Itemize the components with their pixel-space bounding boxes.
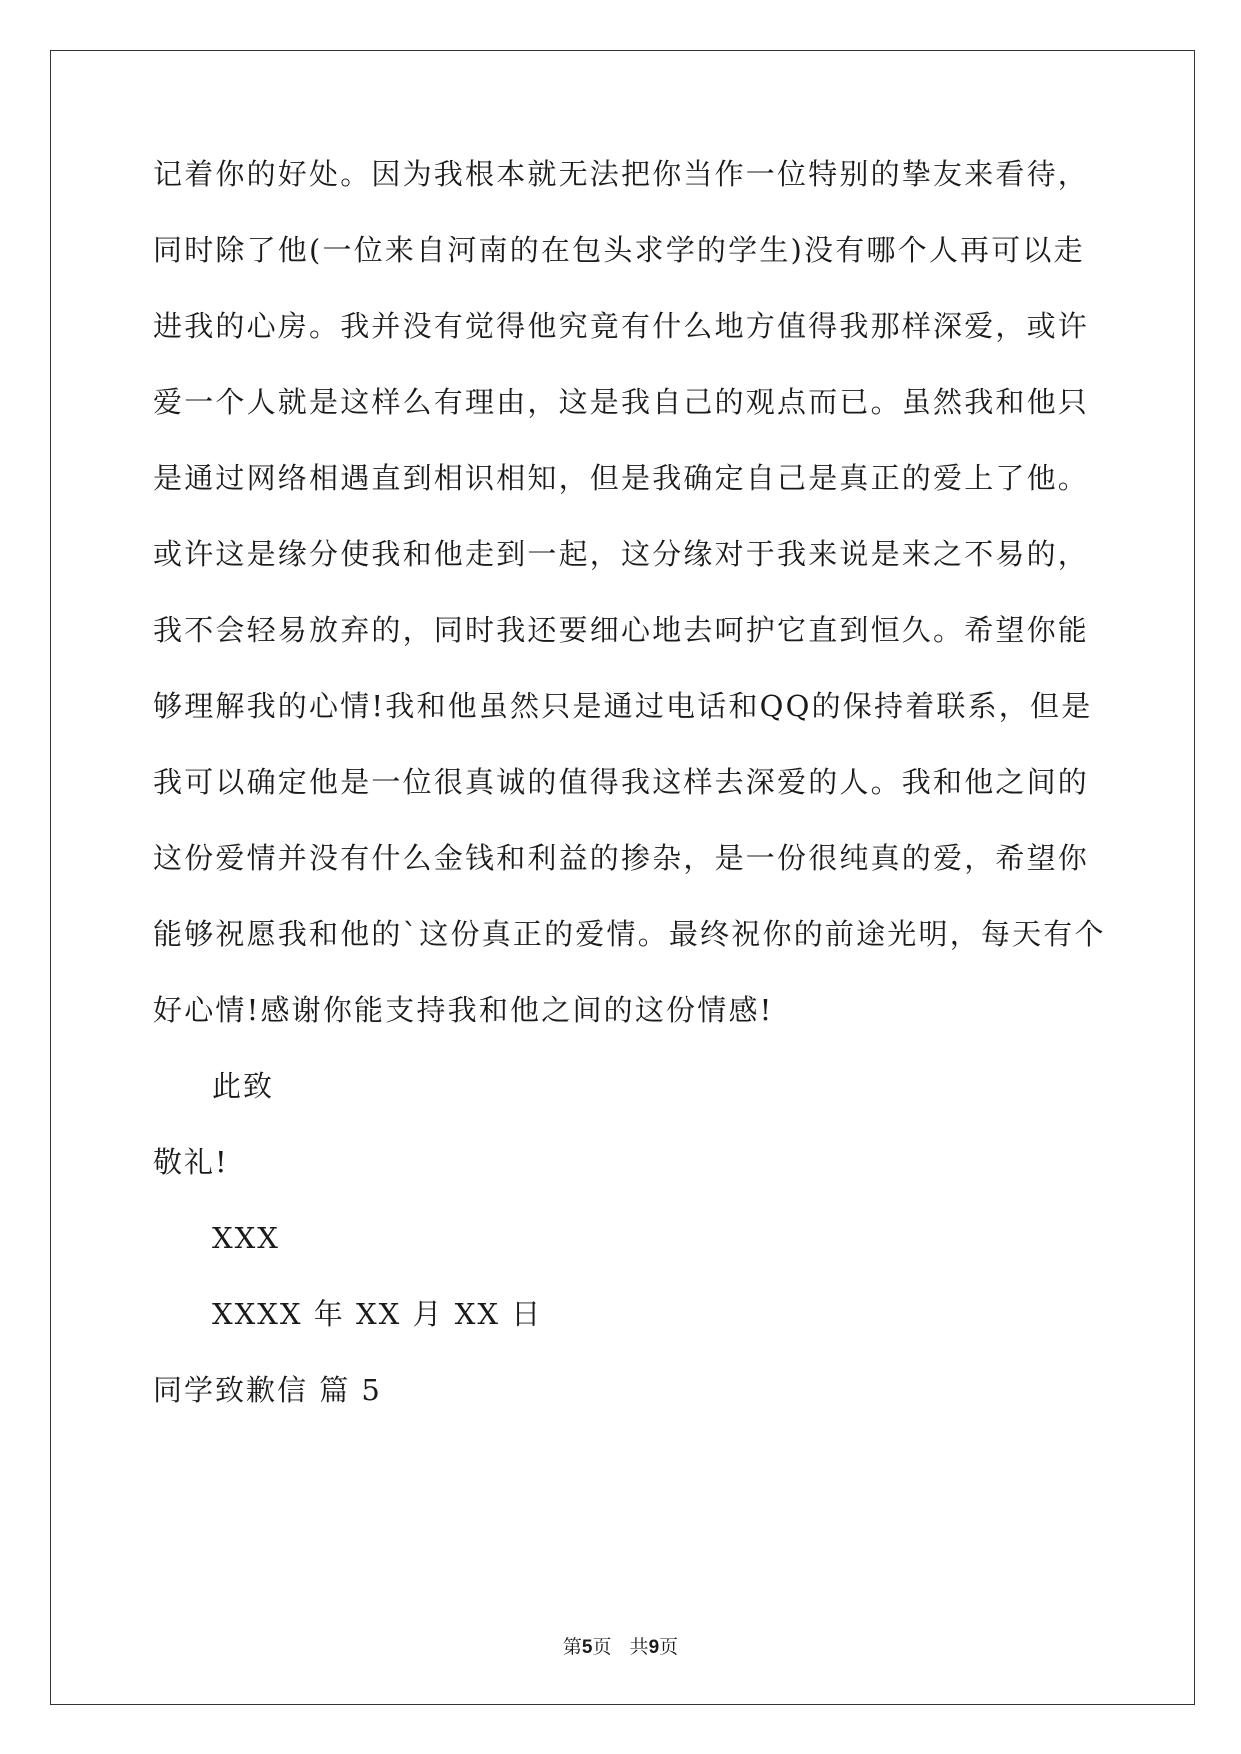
- body-line: 记着你的好处。因为我根本就无法把你当作一位特别的挚友来看待，: [153, 157, 1090, 191]
- footer-prefix: 第: [562, 1636, 582, 1658]
- footer-mid: 页 共: [592, 1636, 649, 1658]
- body-line: 我不会轻易放弃的，同时我还要细心地去呵护它直到恒久。希望你能: [153, 613, 1090, 647]
- body-line: 能够祝愿我和他的`这份真正的爱情。最终祝你的前途光明，每天有个: [153, 917, 1106, 951]
- body-line: 是通过网络相遇直到相识相知，但是我确定自己是真正的爱上了他。: [153, 461, 1090, 495]
- body-line: 这份爱情并没有什么金钱和利益的掺杂，是一份很纯真的爱，希望你: [153, 841, 1090, 875]
- signature: XXX: [212, 1221, 280, 1255]
- letter-body: [153, 154, 1106, 1066]
- page-footer: [0, 1634, 1241, 1661]
- footer-total-pages: 9: [648, 1637, 660, 1658]
- date-line: XXXX 年 XX 月 XX 日: [212, 1297, 543, 1331]
- body-line: 我可以确定他是一位很真诚的值得我这样去深爱的人。我和他之间的: [153, 765, 1090, 799]
- body-line: 进我的心房。我并没有觉得他究竟有什么地方值得我那样深爱，或许: [153, 309, 1090, 343]
- body-line: 同时除了他(一位来自河南的在包头求学的学生)没有哪个人再可以走: [153, 233, 1085, 267]
- body-line: 好心情!感谢你能支持我和他之间的这份情感!: [153, 993, 774, 1027]
- footer-suffix: 页: [659, 1636, 679, 1658]
- body-line: 或许这是缘分使我和他走到一起，这分缘对于我来说是来之不易的，: [153, 537, 1090, 571]
- closing-jingli: 敬礼!: [153, 1145, 229, 1179]
- section-heading: 同学致歉信 篇 5: [153, 1373, 382, 1407]
- body-line: 爱一个人就是这样么有理由，这是我自己的观点而已。虽然我和他只: [153, 385, 1090, 419]
- closing-cizhi: 此致: [212, 1069, 275, 1103]
- footer-page-number: 5: [581, 1637, 593, 1658]
- body-line: 够理解我的心情!我和他虽然只是通过电话和QQ的保持着联系，但是: [153, 689, 1093, 723]
